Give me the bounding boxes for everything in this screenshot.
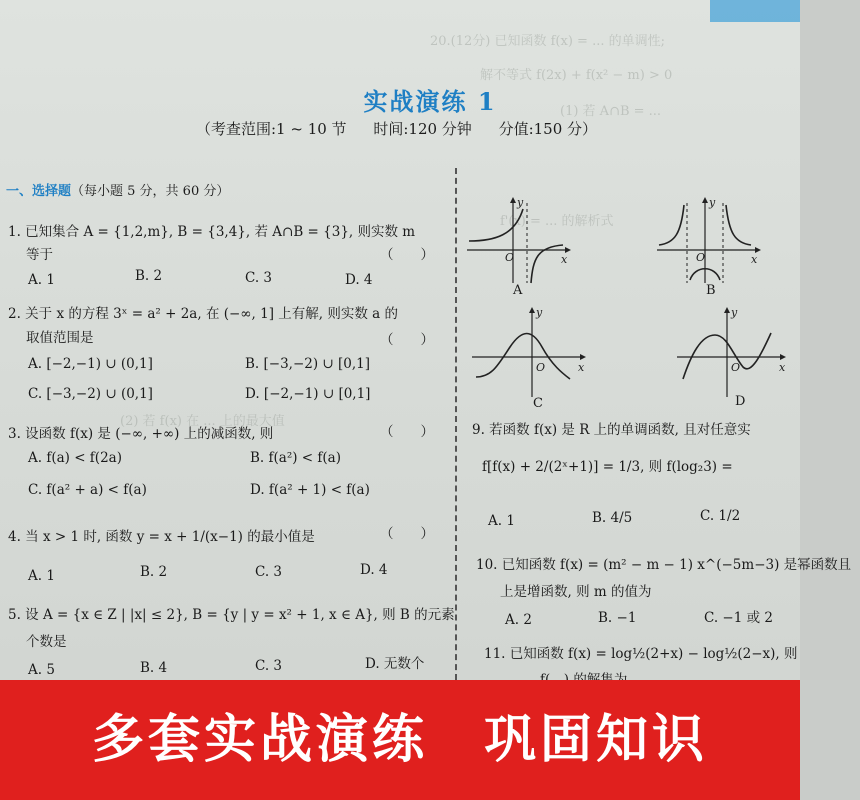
graph-d-ylabel: y — [731, 306, 738, 319]
question-9-line1: 9. 若函数 f(x) 是 R 上的单调函数, 且对任意实 — [472, 422, 751, 438]
graph-a-label: A — [513, 283, 523, 298]
q10-option-c: C. −1 或 2 — [704, 610, 774, 626]
section-heading — [6, 180, 229, 199]
q1-option-b: B. 2 — [135, 268, 163, 284]
question-5-line2: 个数是 — [26, 634, 67, 650]
question-10-line1: 10. 已知函数 f(x) = (m² − m − 1) x^(−5m−3) 是幂函数且 — [476, 557, 852, 573]
section-title: 一、选择题 — [6, 184, 72, 199]
q9-option-c: C. 1/2 — [700, 508, 741, 524]
page-title: 实战演练 1 — [363, 87, 497, 116]
q2-option-d: D. [−2,−1) ∪ [0,1] — [245, 386, 371, 402]
q4-option-b: B. 2 — [140, 564, 168, 580]
q1-option-d: D. 4 — [345, 272, 373, 288]
question-2-paren: （ ） — [380, 332, 434, 348]
q2-option-b: B. [−3,−2) ∪ [0,1] — [245, 356, 371, 372]
graph-a-xlabel: x — [561, 253, 568, 266]
question-4-line1: 4. 当 x > 1 时, 函数 y = x + 1/(x−1) 的最小值是 — [8, 529, 315, 545]
graph-a — [465, 195, 575, 285]
graph-c-label: C — [533, 396, 543, 411]
graph-c — [470, 305, 590, 400]
exam-info — [196, 118, 619, 139]
q3-option-b: B. f(a²) < f(a) — [250, 450, 341, 466]
question-5-line1: 5. 设 A = {x ∈ Z | |x| ≤ 2}, B = {y | y = x² + 1, x ∈ A}, 则 B 的元素 — [8, 607, 455, 623]
exam-scope: （考查范围:1 ~ 10 节 — [196, 120, 347, 138]
question-3-line1: 3. 设函数 f(x) 是 (−∞, +∞) 上的减函数, 则 — [8, 426, 274, 442]
question-3-paren: （ ） — [380, 424, 434, 440]
q1-option-c: C. 3 — [245, 270, 273, 286]
q3-option-a: A. f(a) < f(2a) — [28, 450, 122, 466]
bleed-text: (1) 若 A∩B = ... — [560, 104, 662, 119]
question-2-line2: 取值范围是 — [26, 330, 94, 346]
bleed-text: f'(x) = ... 的解析式 — [500, 214, 614, 229]
graph-b-origin: O — [696, 251, 706, 264]
question-2-line1: 2. 关于 x 的方程 3ˣ = a² + 2a, 在 (−∞, 1] 上有解, 则实数 a 的 — [8, 306, 398, 322]
q2-option-a: A. [−2,−1) ∪ (0,1] — [28, 356, 153, 372]
question-9-line2: f[f(x) + 2/(2ˣ+1)] = 1/3, 则 f(log₂3) = — [482, 459, 733, 475]
question-10-line2: 上是增函数, 则 m 的值为 — [500, 584, 652, 600]
q9-option-a: A. 1 — [488, 513, 515, 529]
promo-banner-text: 多套实战演练 巩固知识 — [91, 710, 708, 770]
q10-option-b: B. −1 — [598, 610, 637, 626]
q10-option-a: A. 2 — [505, 612, 532, 628]
q5-option-b: B. 4 — [140, 660, 168, 676]
graph-c-ylabel: y — [536, 306, 543, 319]
bleed-text: 20.(12分) 已知函数 f(x) = ... 的单调性; — [430, 34, 665, 49]
graph-d — [675, 305, 790, 400]
question-1-paren: （ ） — [380, 247, 434, 263]
q3-option-c: C. f(a² + a) < f(a) — [28, 482, 147, 498]
graph-d-label: D — [735, 394, 746, 409]
question-1-line1: 1. 已知集合 A = {1,2,m}, B = {3,4}, 若 A∩B = {3}, 则实数 m — [8, 224, 416, 240]
bleed-text: (2) 若 f(x) 在 ... 上的最大值 — [120, 414, 285, 429]
q5-option-c: C. 3 — [255, 658, 283, 674]
graph-b-xlabel: x — [751, 253, 758, 266]
graph-d-origin: O — [731, 361, 741, 374]
graph-c-origin: O — [536, 361, 546, 374]
q5-option-d: D. 无数个 — [365, 656, 425, 672]
graph-b-label: B — [706, 283, 716, 298]
corner-tab — [710, 0, 800, 22]
question-11-line1: 11. 已知函数 f(x) = log½(2+x) − log½(2−x), 则 — [484, 646, 798, 662]
graph-b — [655, 195, 765, 285]
q2-option-c: C. [−3,−2) ∪ (0,1] — [28, 386, 153, 402]
question-4-paren: （ ） — [380, 526, 434, 542]
graph-a-origin: O — [505, 251, 515, 264]
q4-option-c: C. 3 — [255, 564, 283, 580]
q4-option-d: D. 4 — [360, 562, 388, 578]
question-1-line2: 等于 — [26, 247, 53, 263]
exam-time: 时间:120 分钟 — [373, 120, 472, 138]
exam-score: 分值:150 分） — [498, 120, 598, 138]
graph-d-xlabel: x — [779, 361, 786, 374]
graph-c-xlabel: x — [578, 361, 585, 374]
q5-option-a: A. 5 — [28, 662, 55, 678]
graph-a-ylabel: y — [517, 196, 524, 209]
q4-option-a: A. 1 — [28, 568, 55, 584]
bleed-text: 解不等式 f(2x) + f(x² − m) > 0 — [480, 68, 673, 83]
section-note: （每小题 5 分，共 60 分） — [71, 184, 230, 199]
q9-option-b: B. 4/5 — [592, 510, 633, 526]
column-divider — [455, 168, 457, 680]
q1-option-a: A. 1 — [28, 272, 55, 288]
q3-option-d: D. f(a² + 1) < f(a) — [250, 482, 370, 498]
graph-b-ylabel: y — [709, 196, 716, 209]
